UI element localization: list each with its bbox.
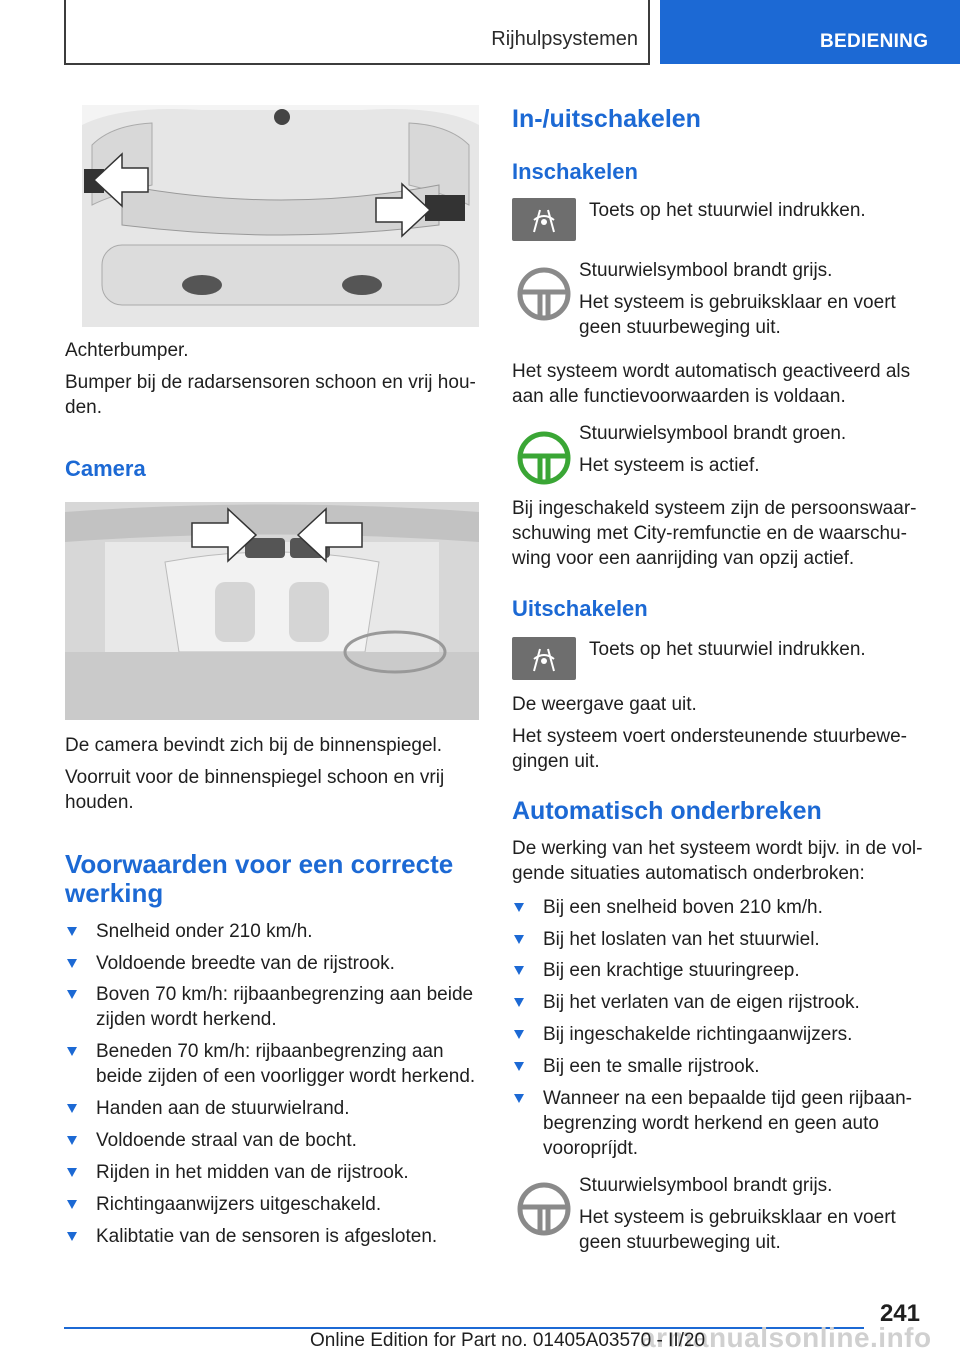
chapter-tab-label: BEDIENING (820, 31, 929, 52)
conditions-heading: Voorwaarden voor een correcte werking (65, 849, 454, 908)
onoff-heading: In-/uitschakelen (512, 105, 701, 133)
triangle-bullet-icon (67, 1200, 77, 1209)
triangle-bullet-icon (67, 1047, 77, 1056)
condition-item-text: Boven 70 km/h: rijbaanbegrenzing aan beide zijden wordt herkend. (96, 984, 474, 1030)
triangle-bullet-icon (514, 998, 524, 1007)
green-line1: Stuurwielsymbool brandt groen. (579, 423, 847, 444)
triangle-bullet-icon (67, 1232, 77, 1241)
camera-text: Voorruit voor de binnenspiegel schoon en vrij houden. (65, 767, 445, 813)
interrupt-item-text: Wanneer na een bepaalde tijd geen rijbaan- begrenzing wordt herkend en geen auto vooropríjdt. (543, 1088, 913, 1159)
triangle-bullet-icon (514, 903, 524, 912)
steering-wheel-grey-icon (512, 262, 576, 326)
interrupt-heading: Automatisch onderbreken (512, 797, 822, 825)
grey2-line1: Stuurwielsymbool brandt grijs. (579, 1175, 833, 1196)
triangle-bullet-icon (67, 1136, 77, 1145)
condition-item-text: Snelheid onder 210 km/h. (96, 921, 313, 942)
sensor-arrow-left (92, 150, 152, 210)
grey2-line2: Het systeem is gebruiksklaar en voert geen stuurbeweging uit. (579, 1207, 896, 1253)
interrupt-item-text: Bij het verlaten van de eigen rijstrook. (543, 992, 860, 1013)
condition-item-text: Rijden in het midden van de rijstrook. (96, 1162, 409, 1183)
interrupt-text: De werking van het systeem wordt bijv. in de vol- gende situaties automatisch onderbroken: (512, 838, 923, 884)
steering-wheel-green-icon (512, 426, 576, 490)
section-title: Rijhulpsystemen (491, 28, 638, 50)
grey1-line2: Het systeem is gebruiksklaar en voert geen stuurbeweging uit. (579, 292, 896, 338)
condition-item-text: Beneden 70 km/h: rijbaanbegrenzing aan beide zijden of een voorligger wordt herkend. (96, 1041, 476, 1087)
header-border-bottom (64, 63, 650, 65)
camera-arrow-left (188, 505, 258, 565)
auto-activation-text: Het systeem wordt automatisch geactiveerd als aan alle functievoorwaarden is voldaan. (512, 361, 911, 407)
interrupt-item-text: Bij een te smalle rijstrook. (543, 1056, 760, 1077)
off-button-text: Toets op het stuurwiel indrukken. (589, 639, 866, 660)
lane-assist-button-icon (512, 198, 576, 241)
triangle-bullet-icon (67, 1104, 77, 1113)
watermark: armanualsonline.info (640, 1322, 932, 1353)
off-text1: De weergave gaat uit. (512, 694, 697, 715)
triangle-bullet-icon (67, 1168, 77, 1177)
camera-illustration (65, 502, 479, 720)
bumper-caption: Achterbumper. (65, 340, 189, 361)
interrupt-item-text: Bij ingeschakelde richtingaanwijzers. (543, 1024, 853, 1045)
interrupt-item-text: Bij een krachtige stuuringreep. (543, 960, 800, 981)
triangle-bullet-icon (67, 990, 77, 999)
camera-heading: Camera (65, 456, 146, 481)
page-number: 241 (879, 1300, 920, 1327)
triangle-bullet-icon (514, 935, 524, 944)
lane-assist-button-icon-off (512, 637, 576, 680)
condition-item-text: Voldoende breedte van de rijstrook. (96, 953, 395, 974)
triangle-bullet-icon (514, 1030, 524, 1039)
triangle-bullet-icon (67, 959, 77, 968)
triangle-bullet-icon (514, 966, 524, 975)
on-heading: Inschakelen (512, 159, 638, 184)
interrupt-item-text: Bij een snelheid boven 210 km/h. (543, 897, 823, 918)
condition-item-text: Kalibtatie van de sensoren is afgesloten. (96, 1226, 438, 1247)
warning-text: Bij ingeschakeld systeem zijn de persoonswaar- schuwing met City-remfunctie en de waarschu- wing voor een aanrijding van opzij actief. (512, 498, 917, 569)
header-border-mid (648, 0, 650, 64)
header-border-left (64, 0, 66, 64)
on-button-text: Toets op het stuurwiel indrukken. (589, 200, 866, 221)
chapter-tab[interactable] (660, 0, 960, 64)
green-line2: Het systeem is actief. (579, 455, 760, 476)
sensor-arrow-right (372, 180, 432, 240)
triangle-bullet-icon (514, 1094, 524, 1103)
condition-item-text: Voldoende straal van de bocht. (96, 1130, 357, 1151)
grey1-line1: Stuurwielsymbool brandt grijs. (579, 260, 833, 281)
interrupt-item-text: Bij het loslaten van het stuurwiel. (543, 929, 820, 950)
camera-caption: De camera bevindt zich bij de binnenspiegel. (65, 735, 443, 756)
condition-item-text: Handen aan de stuurwielrand. (96, 1098, 350, 1119)
off-text2: Het systeem voert ondersteunende stuurbewe- gingen uit. (512, 726, 907, 772)
edition-text: Online Edition for Part no. 01405A03570 - II/20 (310, 1330, 706, 1351)
steering-wheel-grey-icon-2 (512, 1177, 576, 1241)
camera-arrow-right (296, 505, 366, 565)
triangle-bullet-icon (514, 1062, 524, 1071)
off-heading: Uitschakelen (512, 596, 648, 621)
bumper-text: Bumper bij de radarsensoren schoon en vrij hou- den. (65, 372, 476, 418)
triangle-bullet-icon (67, 927, 77, 936)
condition-item-text: Richtingaanwijzers uitgeschakeld. (96, 1194, 382, 1215)
